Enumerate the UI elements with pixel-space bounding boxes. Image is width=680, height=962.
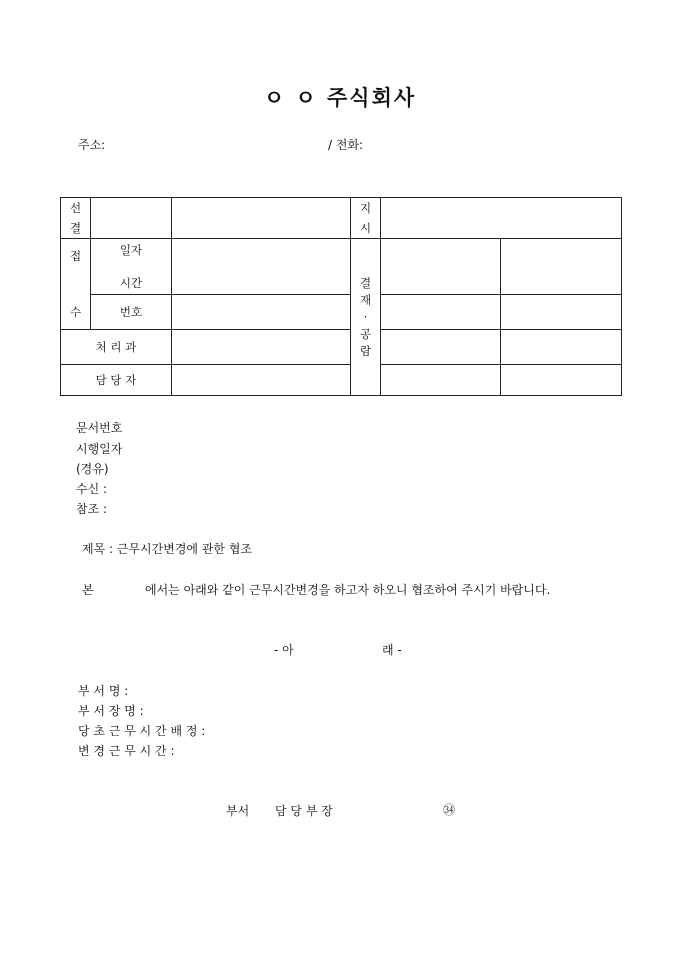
doc-number-label: 문서번호 bbox=[76, 421, 123, 435]
company-title: ㅇ ㅇ 주식회사 bbox=[263, 86, 417, 110]
signature-dept: 부서 bbox=[226, 804, 250, 818]
approval-table bbox=[60, 197, 622, 396]
sign-box-8 bbox=[501, 365, 622, 396]
date-time-label: 일자 시간 bbox=[91, 239, 172, 295]
dept-head-label: 부 서 장 명 : bbox=[78, 704, 144, 718]
seongyeol-cell-1 bbox=[91, 198, 172, 239]
jisi-label: 지 시 bbox=[351, 198, 381, 239]
phone-label: / 전화: bbox=[328, 138, 364, 152]
notice-right: 래 - bbox=[382, 643, 402, 657]
body-prefix: 본 bbox=[82, 583, 94, 597]
processing-dept-value bbox=[172, 330, 351, 365]
person-in-charge-value bbox=[172, 365, 351, 396]
exec-date-label: 시행일자 bbox=[76, 442, 123, 456]
number-value bbox=[172, 295, 351, 330]
sign-box-4 bbox=[501, 295, 622, 330]
notice-left: - 아 bbox=[274, 643, 294, 657]
changed-hours-label: 변 경 근 무 시 간 : bbox=[78, 744, 175, 758]
sign-box-6 bbox=[501, 330, 622, 365]
number-label: 번호 bbox=[91, 295, 172, 330]
sign-box-5 bbox=[381, 330, 501, 365]
seongyeol-label: 선 결 bbox=[61, 198, 91, 239]
original-hours-label: 당 초 근 무 시 간 배 정 : bbox=[78, 724, 206, 738]
recipient-label: 수신 : bbox=[76, 482, 108, 496]
jeopsu-label: 접 수 bbox=[61, 239, 91, 330]
via-label: (경유) bbox=[76, 462, 109, 476]
dept-name-label: 부 서 명 : bbox=[78, 684, 129, 698]
person-in-charge-label: 담 당 자 bbox=[61, 365, 172, 396]
date-time-value bbox=[172, 239, 351, 295]
sign-box-2 bbox=[501, 239, 622, 295]
sign-box-3 bbox=[381, 295, 501, 330]
sign-box-1 bbox=[381, 239, 501, 295]
jisi-cell bbox=[381, 198, 622, 239]
subject-line: 제목 : 근무시간변경에 관한 협조 bbox=[82, 542, 252, 556]
reference-label: 참조 : bbox=[76, 502, 108, 516]
seongyeol-cell-2 bbox=[172, 198, 351, 239]
seal-mark: ㉞ bbox=[443, 803, 456, 817]
address-label: 주소: bbox=[78, 138, 106, 152]
sign-box-7 bbox=[381, 365, 501, 396]
gyeoljae-gongram-label: 결 재 · 공 람 bbox=[351, 239, 381, 396]
signature-title: 담 당 부 장 bbox=[275, 804, 333, 818]
processing-dept-label: 처 리 과 bbox=[61, 330, 172, 365]
body-text: 에서는 아래와 같이 근무시간변경을 하고자 하오니 협조하여 주시기 바랍니다. bbox=[145, 583, 551, 597]
